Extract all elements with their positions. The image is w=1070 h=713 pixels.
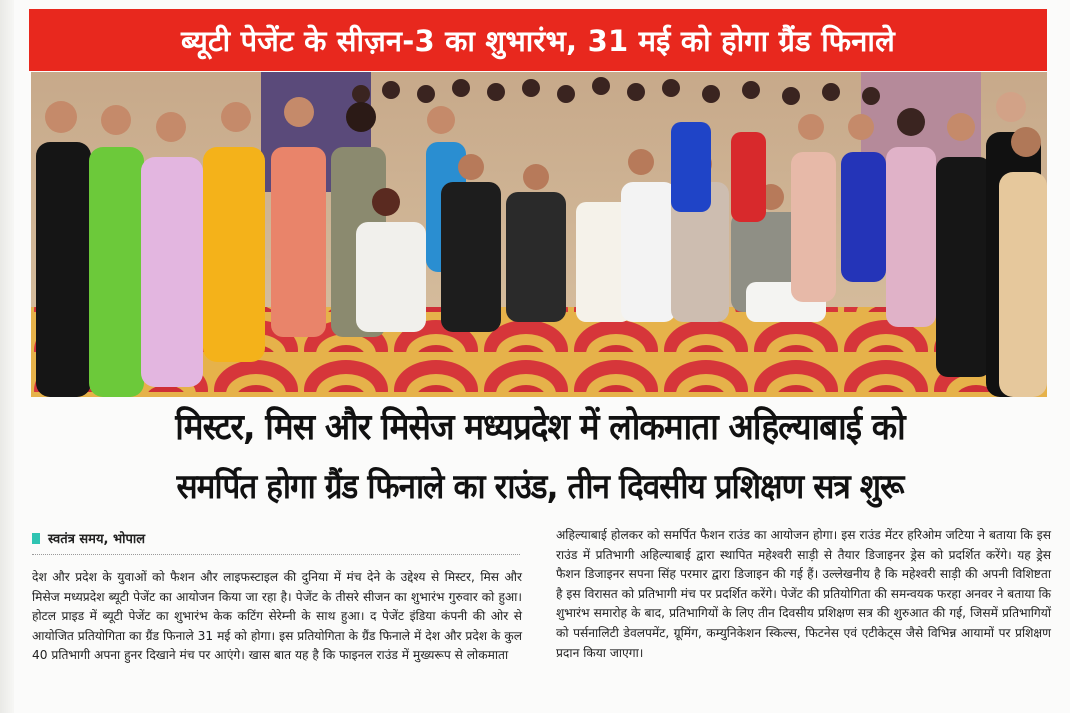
article-paragraph-right: अहिल्याबाई होलकर को समर्पित फैशन राउंड का आयोजन होगा। इस राउंड मेंटर हरिओम जटिया ने बताया कि इस राउंड में प्रतिभागी अहिल्याबाई द्वारा स्थापित महेश्वरी साड़ी से तैयार डिजाइनर ड्रेस को प्रदर्शित करेंगे। यह ड्रेस फैशन डिजाइनर सपना सिंह परमार द्वारा डिजाइन की गई हैं। उल्लेखनीय है कि महेश्वरी साड़ी की अपनी विशिष्टता है इस विरासत को प्रतिभागी मंच पर प्रदर्शित करेंगे। पेजेंट की प्रतियोगिता की समन्वयक फरहा अनवर ने बताया कि शुभारंभ समारोह के बाद, प्रतिभागियों के लिए तीन दिवसीय प्रशिक्षण सत्र की शुरुआत की गई, जिसमें प्रतिभागियों को पर्सनालिटी डेवलपमेंट, ग्रूमिंग, कम्युनिकेशन स्किल्स, फिटनेस एवं एटीकेट्स जैसे विभिन्न आयामों पर प्रशिक्षण प्रदान किया जाएगा। xyxy=(556,528,1051,660)
banner-headline xyxy=(29,9,1047,71)
dateline-divider xyxy=(32,554,520,555)
article-column-left xyxy=(32,568,522,666)
article-paragraph-left: देश और प्रदेश के युवाओं को फैशन और लाइफस्टाइल की दुनिया में मंच देने के उद्देश्य से मिस्टर, मिस और मिसेज मध्यप्रदेश ब्यूटी पेजेंट का आयोजन किया जा रहा है। पेजेंट के तीसरे सीजन का शुभारंभ गुरुवार को हुआ। होटल प्राइड में ब्यूटी पेजेंट का शुभारंभ केक कटिंग सेरेम्नी के साथ हुआ। द पेजेंट इंडिया कंपनी की ओर से आयोजित प्रतियोगिता का ग्रैंड फिनाले 31 मई को होगा। इस प्रतियोगिता के ग्रैंड फिनाले में देश और प्रदेश के कुल 40 प्रतिभागी अपना हुनर दिखाने मंच पर आएंगे। खास बात यह है कि फाइनल राउंड में मुख्यरूप से लोकमाता xyxy=(32,570,522,663)
banner-headline-text: ब्यूटी पेजेंट के सीज़न-3 का शुभारंभ, 31 मई को होगा ग्रैंड फिनाले xyxy=(181,23,895,58)
dateline-marker-icon xyxy=(32,533,40,544)
article-headline xyxy=(20,398,1060,516)
group-photo-illustration xyxy=(31,72,1047,397)
page-edge xyxy=(0,0,14,713)
dateline-text: स्वतंत्र समय, भोपाल xyxy=(48,532,146,547)
headline-line-1: मिस्टर, मिस और मिसेज मध्यप्रदेश में लोकमाता अहिल्याबाई को xyxy=(175,407,905,448)
group-photo xyxy=(31,72,1047,397)
article-column-right xyxy=(556,526,1051,663)
dateline xyxy=(32,529,145,547)
headline-line-2: समर्पित होगा ग्रैंड फिनाले का राउंड, तीन दिवसीय प्रशिक्षण सत्र शुरू xyxy=(176,467,904,507)
